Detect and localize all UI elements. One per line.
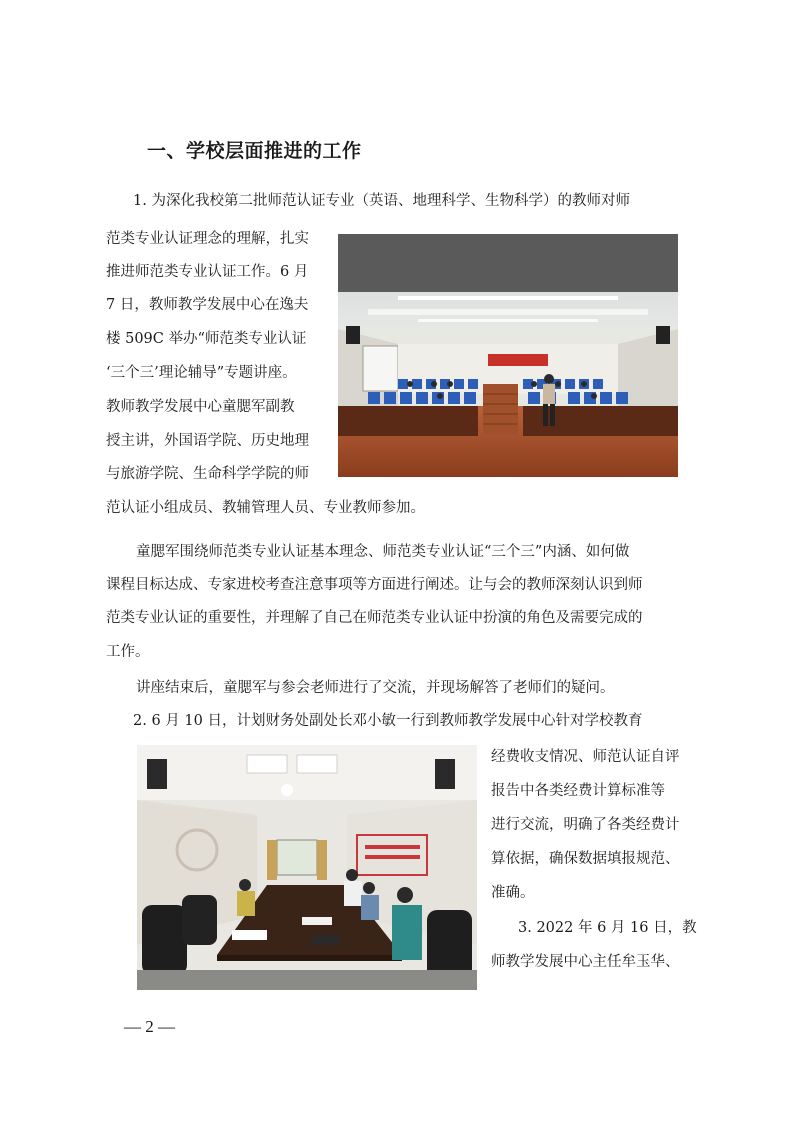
item1-line: 与旅游学院、生命科学学院的师 xyxy=(106,466,309,482)
item2-line: 进行交流，明确了各类经费计 xyxy=(491,817,680,833)
item1-line: 7 日，教师教学发展中心在逸夫 xyxy=(106,297,309,313)
item1-line: 教师教学发展中心童腮军副教 xyxy=(106,399,295,415)
item2-line: 算依据，确保数据填报规范、 xyxy=(491,851,680,867)
item3-line: 3. 2022 年 6 月 16 日，教 xyxy=(518,920,697,936)
section-heading: 一、学校层面推进的工作 xyxy=(147,140,362,162)
item1-line: 推进师范类专业认证工作。6 月 xyxy=(106,264,309,280)
para2-line: 课程目标达成、专家进校考查注意事项等方面进行阐述。让与会的教师深刻认识到师 xyxy=(106,577,643,593)
para2-line: 范类专业认证的重要性，并理解了自己在师范类专业认证中扮演的角色及需要完成的 xyxy=(106,610,643,626)
lecture-hall-photo xyxy=(338,234,678,477)
para2-line: 童腮军围绕师范类专业认证基本理念、师范类专业认证“三个三”内涵、如何做 xyxy=(136,544,630,560)
item1-line: 范类专业认证理念的理解，扎实 xyxy=(106,231,309,247)
item2-line: 2. 6 月 10 日，计划财务处副处长邓小敏一行到教师教学发展中心针对学校教育 xyxy=(133,713,643,729)
item1-line: 1. 为深化我校第二批师范认证专业（英语、地理科学、生物科学）的教师对师 xyxy=(133,193,630,209)
item1-line: 楼 509C 举办“师范类专业认证 xyxy=(106,331,307,347)
meeting-room-photo xyxy=(137,745,477,990)
page-number: — 2 — xyxy=(124,1017,175,1036)
item2-line: 报告中各类经费计算标准等 xyxy=(491,783,665,799)
para3-line: 讲座结束后，童腮军与参会老师进行了交流，并现场解答了老师们的疑问。 xyxy=(136,680,615,696)
item1-line: 范认证小组成员、教辅管理人员、专业教师参加。 xyxy=(106,500,425,516)
item2-line: 准确。 xyxy=(491,885,535,901)
para2-line: 工作。 xyxy=(106,644,150,660)
item2-line: 经费收支情况、师范认证自评 xyxy=(491,749,680,765)
item3-line: 师教学发展中心主任牟玉华、 xyxy=(491,954,680,970)
item1-line: 授主讲，外国语学院、历史地理 xyxy=(106,433,309,449)
item1-line: ‘三个三’理论辅导”专题讲座。 xyxy=(106,365,297,381)
